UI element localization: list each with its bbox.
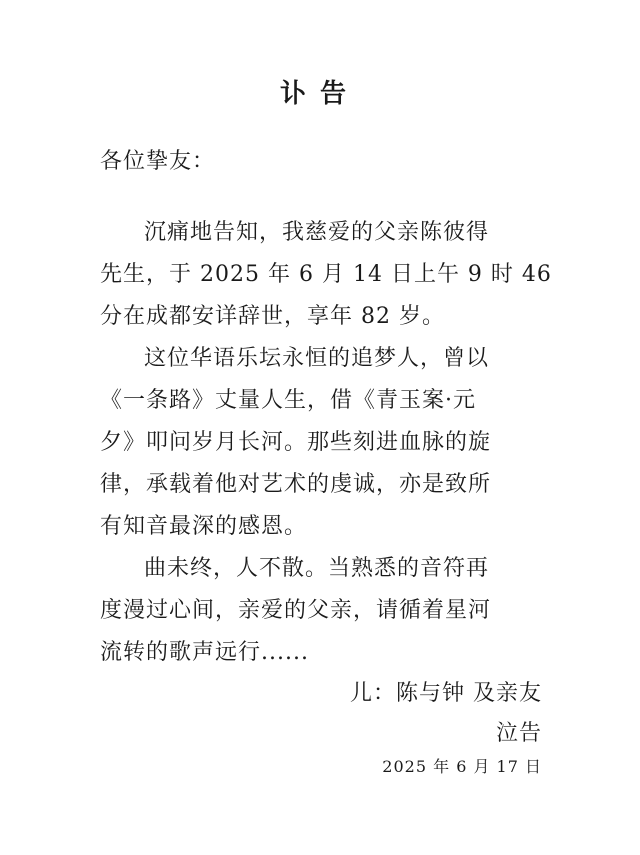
paragraph-line: 有知音最深的感恩。: [100, 514, 308, 539]
paragraph-line: 分在成都安详辞世，享年 82 岁。: [100, 304, 445, 329]
salutation: 各位挚友：: [100, 149, 216, 174]
paragraph-line: 先生，于 2025 年 6 月 14 日上午 9 时 46: [100, 262, 552, 287]
paragraph-line: 这位华语乐坛永恒的追梦人，曾以: [144, 346, 490, 371]
paragraph-line: 流转的歌声远行......: [100, 640, 309, 665]
paragraph-tribute: [100, 338, 550, 548]
paragraph-line: 沉痛地告知，我慈爱的父亲陈彼得: [144, 220, 490, 245]
paragraph-farewell: [100, 548, 550, 674]
paragraph-line: 《一条路》丈量人生，借《青玉案·元: [100, 388, 476, 413]
paragraph-line: 度漫过心间，亲爱的父亲，请循着星河: [100, 598, 492, 623]
page-title: 讣告: [279, 79, 360, 109]
paragraph-line: 曲未终，人不散。当熟悉的音符再: [144, 556, 490, 581]
signature-announce: 泣告: [495, 721, 542, 746]
signature-family: 儿：陈与钟 及亲友: [350, 681, 542, 706]
paragraph-line: 律，承载着他对艺术的虔诚，亦是致所: [100, 472, 492, 497]
paragraph-announcement: [100, 212, 550, 338]
notice-date: 2025 年 6 月 17 日: [382, 757, 542, 776]
paragraph-line: 夕》叩问岁月长河。那些刻进血脉的旋: [100, 430, 492, 455]
